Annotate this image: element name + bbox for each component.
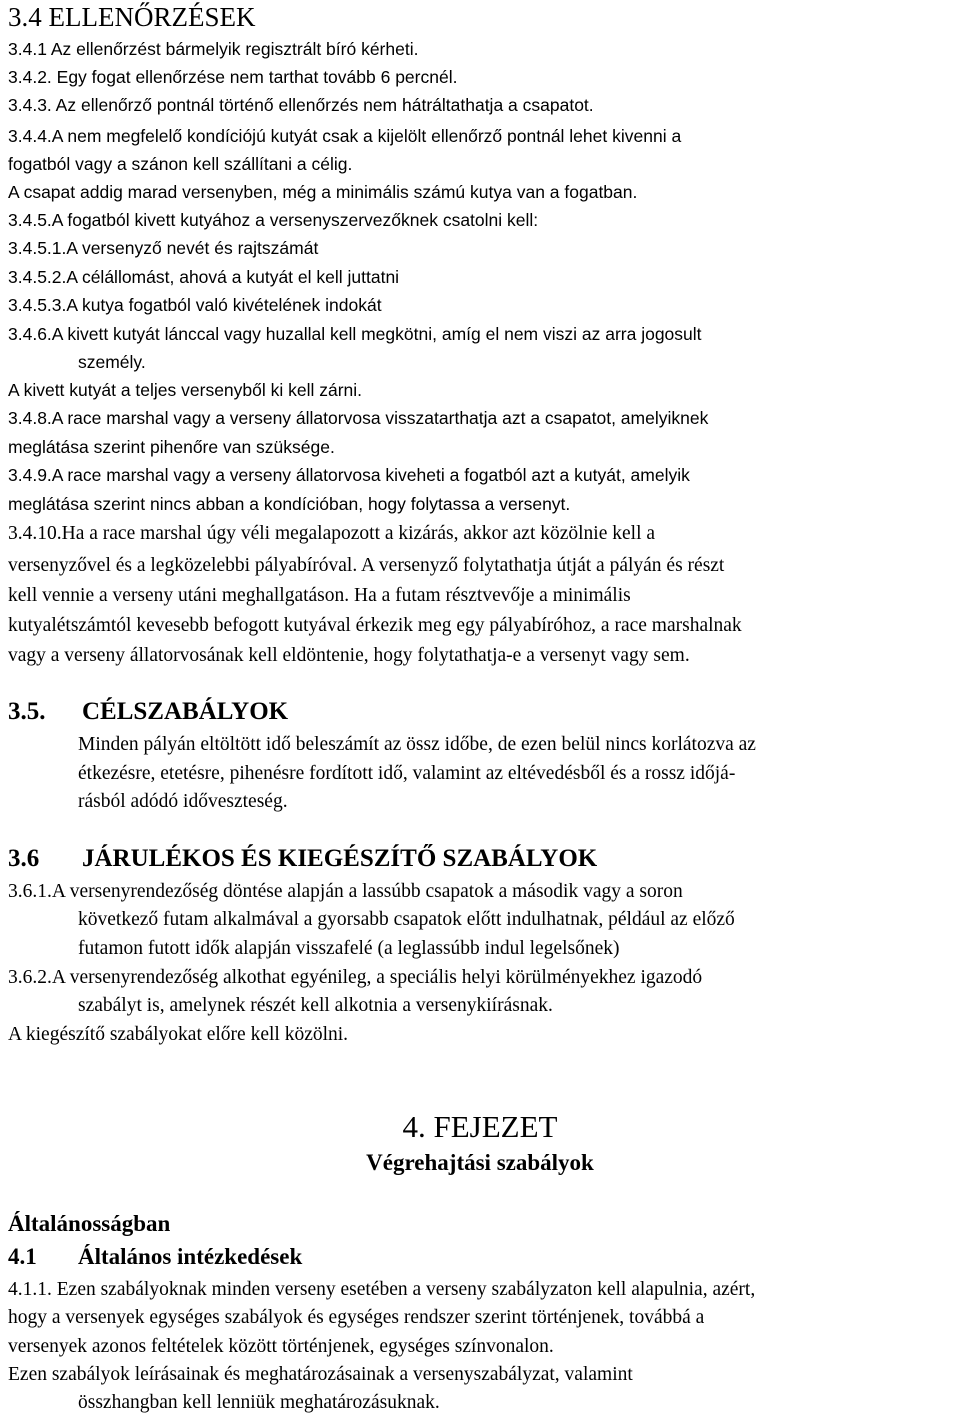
rule-3-4-9-line1: 3.4.9.A race marshal vagy a verseny állatorvosa kiveheti a fogatból azt a kutyát, amelyik [8, 465, 690, 485]
section-3-5-title: CÉLSZABÁLYOK [82, 698, 289, 725]
section-3-5-para-line1: Minden pályán eltöltött idő beleszámít az össz időbe, de ezen belül nincs korlátozva az [78, 734, 756, 755]
section-3-6-title: JÁRULÉKOS ÉS KIEGÉSZÍTŐ SZABÁLYOK [82, 845, 598, 872]
rule-4-1-1-line3: versenyek azonos feltételek között történjenek, egységes színvonalon. [8, 1336, 554, 1357]
rule-4-1-1-line2: hogy a versenyek egységes szabályok és egységes rendszer szerint történjenek, továbbá a [8, 1307, 705, 1328]
rule-3-4-8-line2: meglátása szerint pihenőre van szüksége. [8, 437, 335, 457]
rule-4-1-para-line1: Ezen szabályok leírásainak és meghatározásainak a versenyszabályzat, valamint [8, 1364, 633, 1385]
rule-3-4-5-2: 3.4.5.2.A célállomást, ahová a kutyát el kell juttatni [8, 267, 400, 287]
rule-3-4-10-line5: vagy a verseny állatorvosának kell eldöntenie, hogy folytathatja-e a versenyt vagy sem. [8, 645, 690, 666]
rule-3-4-5-1: 3.4.5.1.A versenyző nevét és rajtszámát [8, 238, 319, 258]
rule-3-6-1-line2: következő futam alkalmával a gyorsabb csapatok előtt indulhatnak, például az előző [78, 909, 735, 930]
rule-3-4-2: 3.4.2. Egy fogat ellenőrzése nem tarthat tovább 6 percnél. [8, 67, 458, 87]
section-3-5-number: 3.5. [8, 698, 46, 725]
chapter-4-subtitle: Végrehajtási szabályok [366, 1150, 594, 1175]
rule-3-4-4-line3: A csapat addig marad versenyben, még a minimális számú kutya van a fogatban. [8, 182, 638, 202]
section-4-1-heading [8, 1243, 302, 1271]
rule-3-6-2-line1: 3.6.2.A versenyrendezőség alkothat egyénileg, a speciális helyi körülményekhez igazodó [8, 967, 703, 988]
rule-3-4-10-line2: versenyzővel és a legközelebbi pályabíróval. A versenyző folytathatja útját a pályán és részt [8, 555, 725, 576]
rule-3-4-10-line4: kutyalétszámtól kevesebb befogott kutyával érkezik meg egy pályabíróhoz, a race marshalnak [8, 615, 742, 636]
section-3-5-heading [8, 697, 288, 727]
section-4-1-title: Általános intézkedések [78, 1244, 303, 1269]
chapter-4-title: 4. FEJEZET [402, 1109, 558, 1144]
section-3-6-number: 3.6 [8, 845, 40, 872]
rule-3-4-3: 3.4.3. Az ellenőrző pontnál történő ellenőrzés nem hátráltathatja a csapatot. [8, 95, 594, 115]
rule-3-4-5: 3.4.5.A fogatból kivett kutyához a versenyszervezőknek csatolni kell: [8, 210, 539, 230]
section-3-5-para-line3: rásból adódó időveszteség. [78, 791, 288, 812]
rule-3-4-5-3: 3.4.5.3.A kutya fogatból való kivételének indokát [8, 295, 382, 315]
rule-3-4-10-line1: 3.4.10.Ha a race marshal úgy véli megalapozott a kizárás, akkor azt közölnie kell a [8, 523, 656, 544]
rule-3-6-closing: A kiegészítő szabályokat előre kell közölni. [8, 1024, 349, 1045]
rule-3-4-6-line3: A kivett kutyát a teljes versenyből ki kell zárni. [8, 380, 363, 400]
section-3-6-heading [8, 844, 597, 874]
general-heading: Általánosságban [8, 1211, 171, 1236]
rule-3-4-1: 3.4.1 Az ellenőrzést bármelyik regisztrált bíró kérheti. [8, 39, 419, 59]
rule-3-4-8-line1: 3.4.8.A race marshal vagy a verseny állatorvosa visszatarthatja azt a csapatot, amelyiknek [8, 408, 709, 428]
rule-3-4-6-line2: személy. [78, 352, 146, 372]
section-3-5-para-line2: étkezésre, etetésre, pihenésre fordított idő, valamint az eltévedésből és a rossz időjá- [78, 763, 736, 784]
rule-3-6-2-line2: szabályt is, amelynek részét kell alkotnia a versenykiírásnak. [78, 995, 553, 1016]
rule-3-4-9-line2: meglátása szerint nincs abban a kondícióban, hogy folytassa a versenyt. [8, 494, 571, 514]
rule-3-6-1-line3: futamon futott idők alapján visszafelé (a leglassúbb indul legelsőnek) [78, 938, 620, 959]
section-4-1-number: 4.1 [8, 1244, 37, 1269]
rule-3-4-10-line3: kell vennie a verseny utáni meghallgatáson. Ha a futam résztvevője a minimális [8, 585, 631, 606]
section-3-4-heading: 3.4 ELLENŐRZÉSEK [8, 2, 256, 32]
rule-3-4-4-line2: fogatból vagy a szánon kell szállítani a célig. [8, 154, 353, 174]
rule-3-4-4-line1: 3.4.4.A nem megfelelő kondíciójú kutyát csak a kijelölt ellenőrző pontnál lehet kivenni a [8, 126, 682, 146]
rule-4-1-para-line2: összhangban kell lenniük meghatározásuknak. [78, 1392, 440, 1413]
rule-4-1-1-line1: 4.1.1. Ezen szabályoknak minden verseny esetében a verseny szabályzaton kell alapulnia, azért, [8, 1279, 756, 1300]
rule-3-6-1-line1: 3.6.1.A versenyrendezőség döntése alapján a lassúbb csapatok a második vagy a soron [8, 881, 683, 902]
rule-3-4-6-line1: 3.4.6.A kivett kutyát lánccal vagy huzallal kell megkötni, amíg el nem viszi az arra jogosult [8, 324, 702, 344]
